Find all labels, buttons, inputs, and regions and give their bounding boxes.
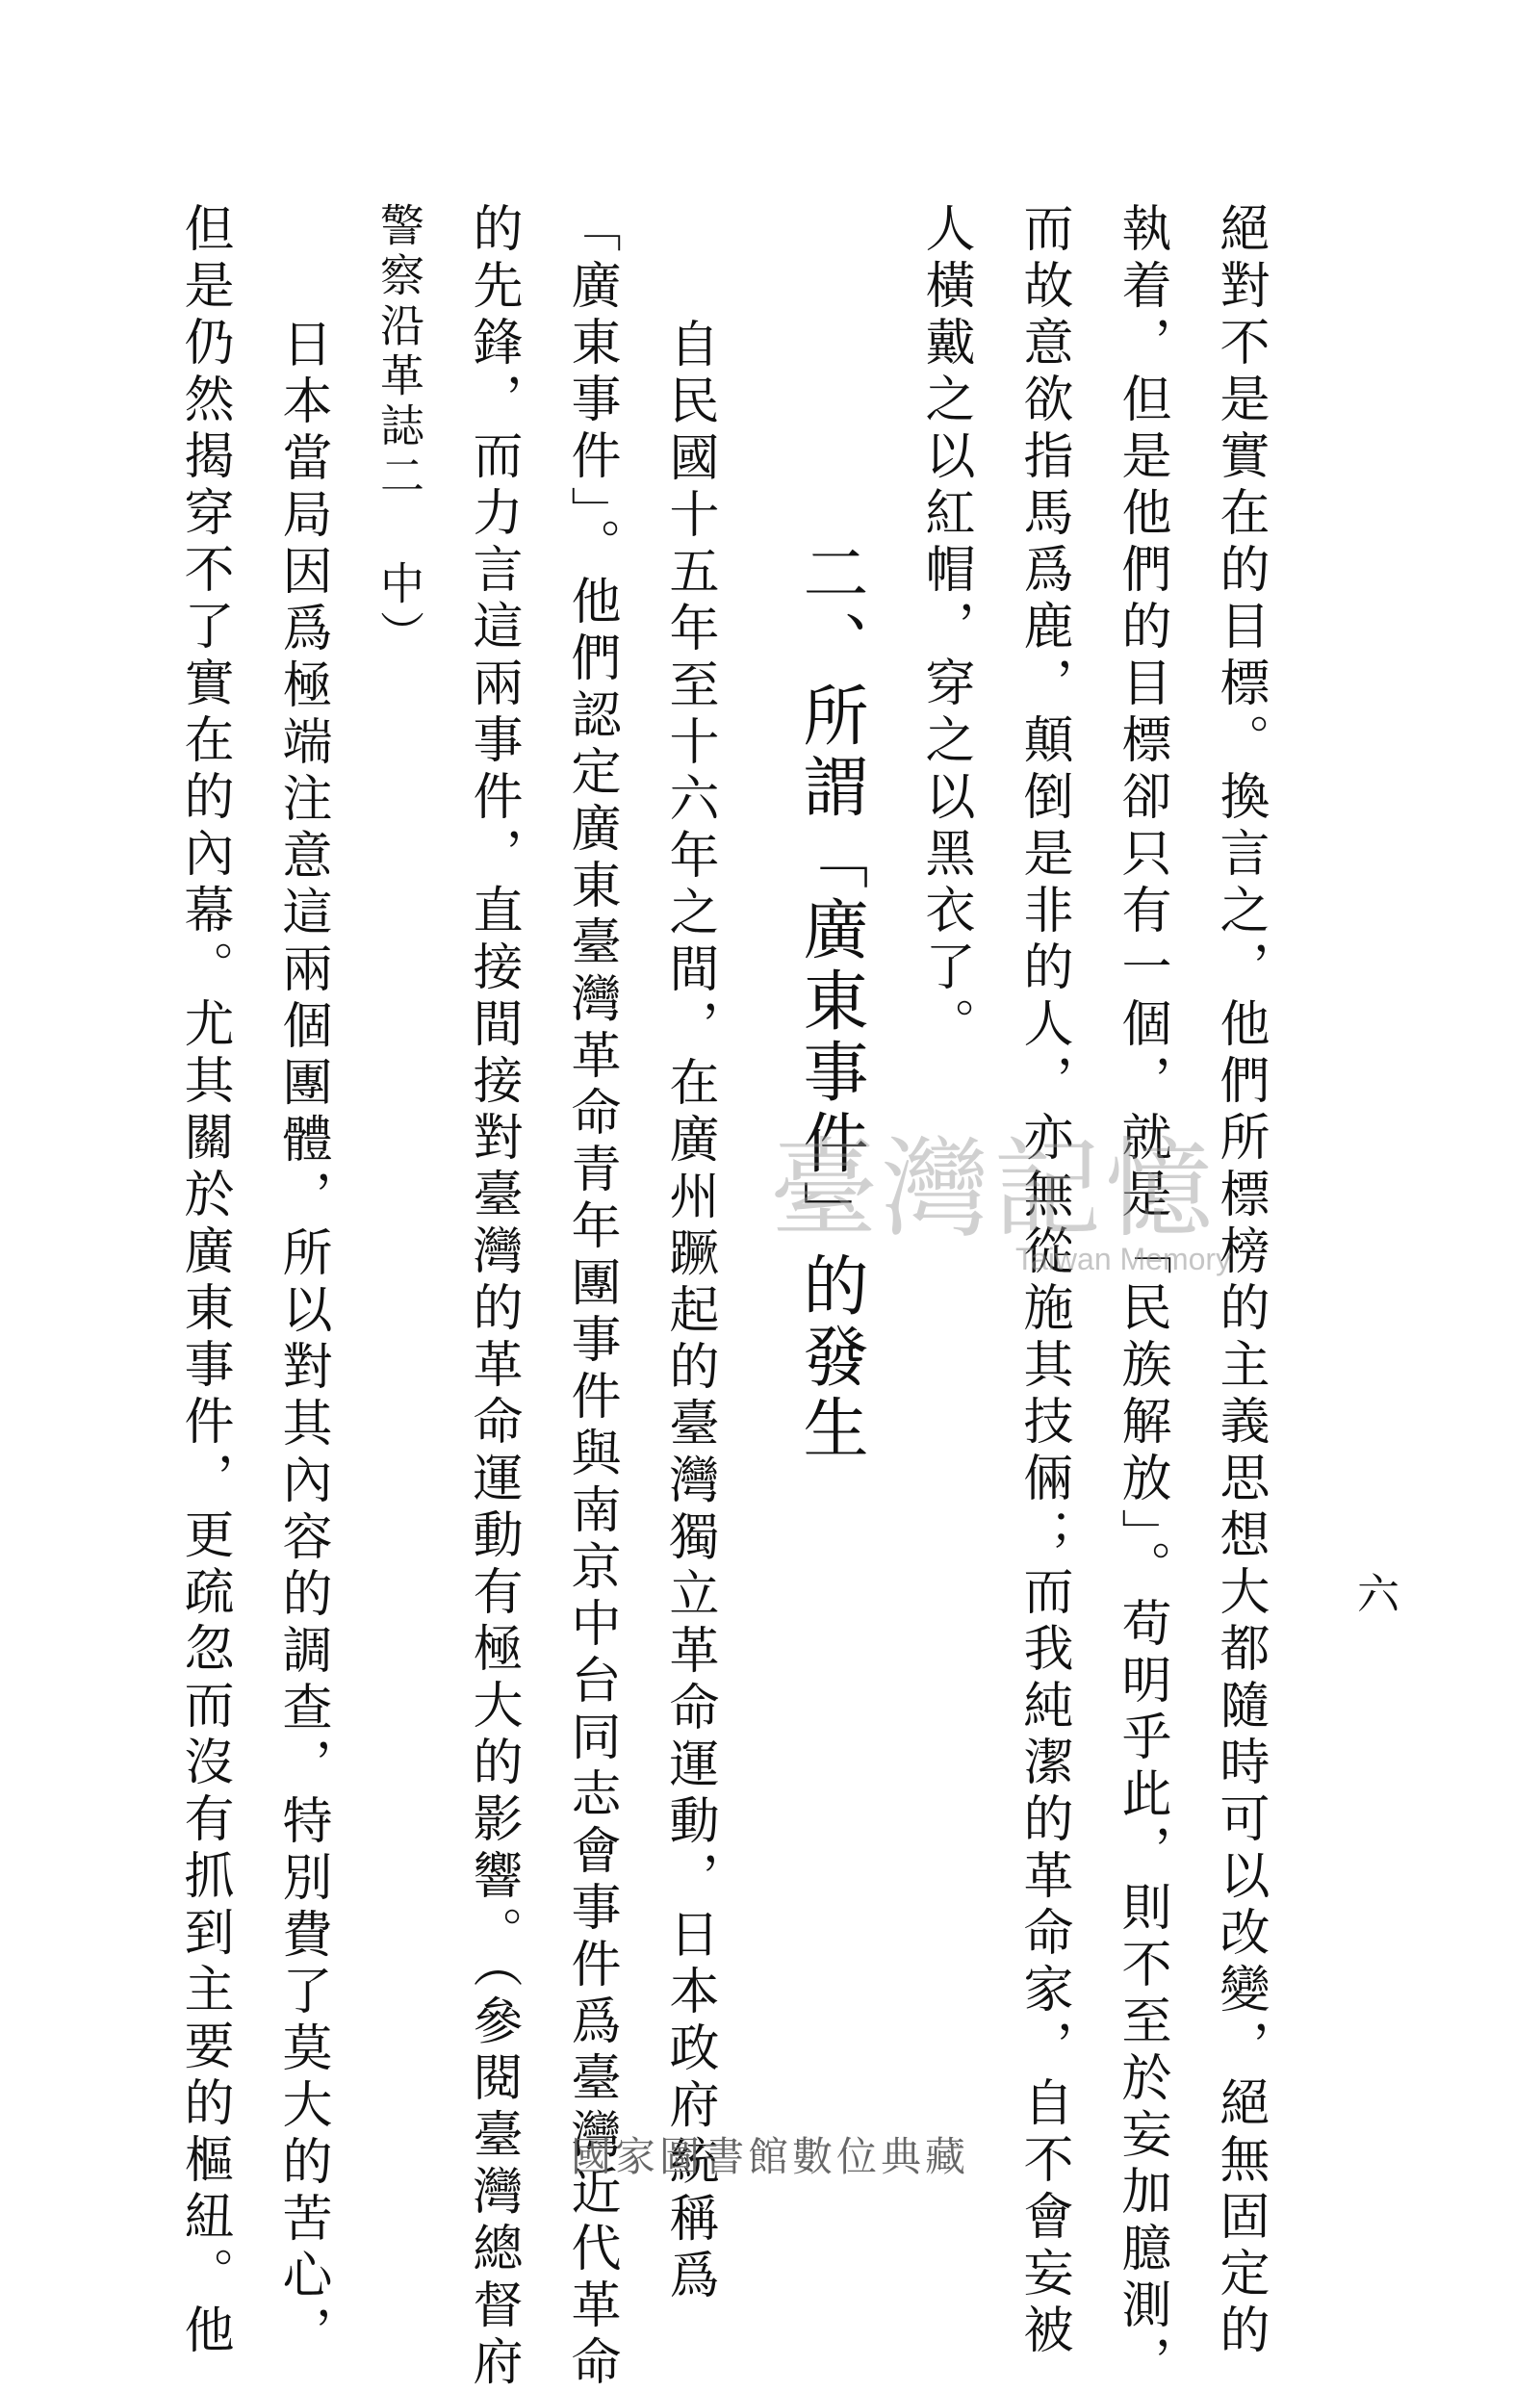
text-column: 的先鋒，而力言這兩事件，直接間接對臺灣的革命運動有極大的影響。（參閱臺灣總督府 — [464, 202, 522, 2392]
text-column: 日本當局因爲極端注意這兩個團體，所以對其內容的調查，特別費了莫大的苦心， — [273, 318, 331, 2362]
text-column: 絕對不是實在的目標。換言之，他們所標榜的主義思想大都隨時可以改變，絕無固定的 — [1211, 202, 1269, 2360]
text-column: 人橫戴之以紅帽，穿之以黑衣了。 — [916, 202, 974, 1054]
watermark-logo: 臺灣記憶 — [770, 1127, 1217, 1252]
text-column: 警察沿革誌二 中） — [373, 202, 425, 660]
text-column: 「廣東事件」。他們認定廣東臺灣革命青年團事件與南京中台同志會事件爲臺灣近代革命 — [562, 202, 620, 2392]
text-column: 但是仍然揭穿不了實在的內幕。尤其關於廣東事件，更疏忽而沒有抓到主要的樞紐。他 — [175, 202, 233, 2360]
footer-archive-label: 國家圖書館數位典藏 — [570, 2133, 969, 2180]
section-heading: 二、所謂「廣東事件」的發生 — [792, 539, 868, 1465]
text-column: 而故意欲指馬爲鹿，顛倒是非的人，亦無從施其技倆；而我純潔的革命家，自不會妄被 — [1014, 202, 1072, 2360]
watermark-subtext: Taiwan Memory — [1015, 1242, 1232, 1276]
text-column: 自民國十五年至十六年之間，在廣州蹶起的臺灣獨立革命運動，日本政府統稱爲 — [660, 318, 718, 2305]
text-column: 執着，但是他們的目標卻只有一個，就是「民族解放」。苟明乎此，則不至於妄加臆測， — [1113, 202, 1170, 2392]
page-number: 六 — [1357, 1570, 1399, 1619]
